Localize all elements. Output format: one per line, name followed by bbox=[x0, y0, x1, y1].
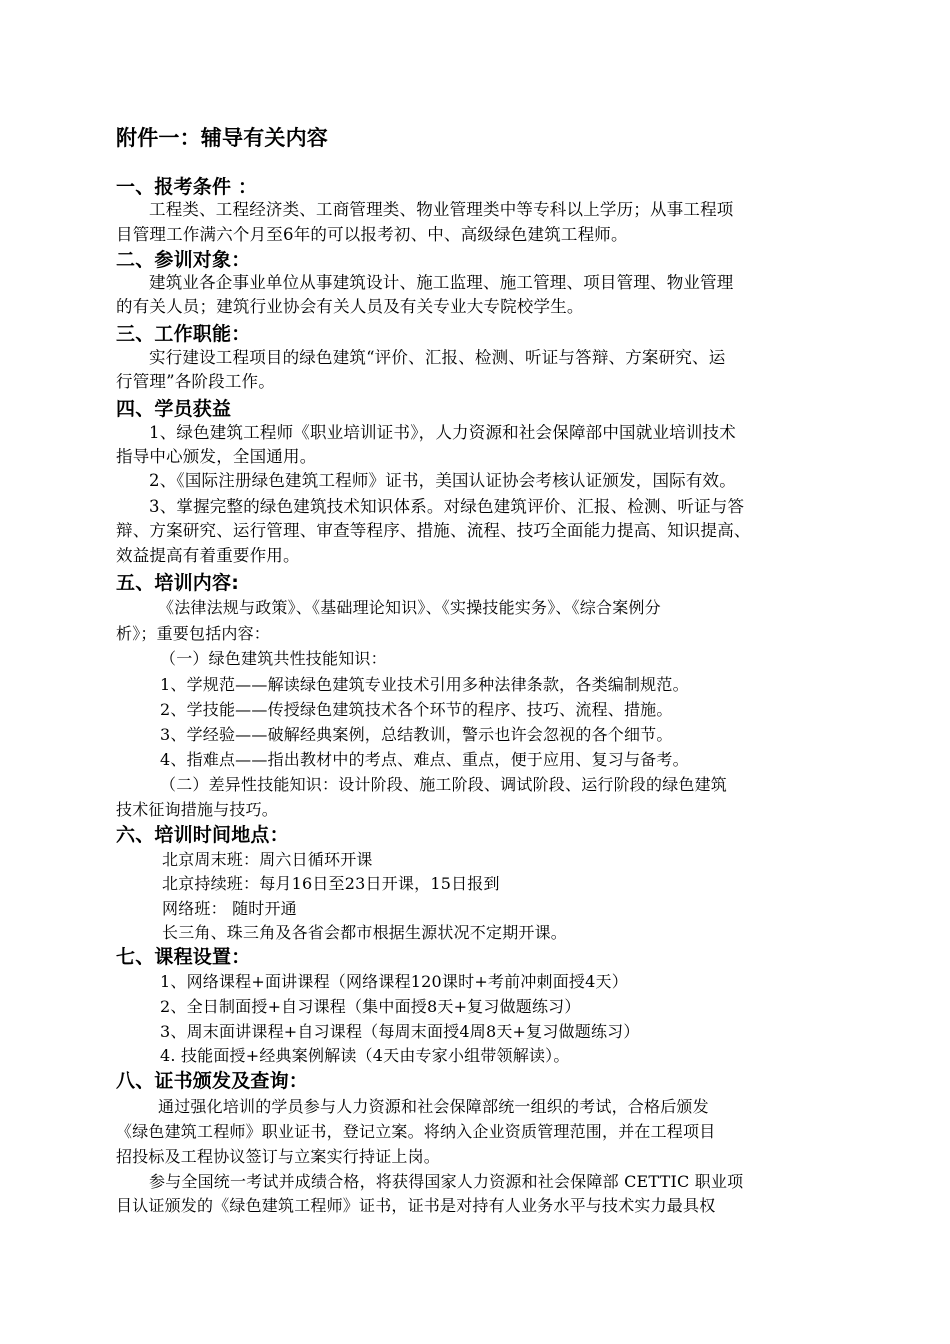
list-item: 网络班： 随时开通 bbox=[162, 899, 297, 918]
paragraph-line: 目认证颁发的《绿色建筑工程师》证书，证书是对持有人业务水平与技术实力最具权 bbox=[116, 1196, 716, 1215]
list-item: 3、周末面讲课程+自习课程（每周末面授4周8天+复习做题练习） bbox=[160, 1022, 640, 1041]
list-item: 北京周末班：周六日循环开课 bbox=[162, 850, 373, 869]
section-heading-eligibility: 一、报考条件 ： bbox=[116, 176, 258, 198]
section-heading-certificate: 八、证书颁发及查询： bbox=[116, 1070, 309, 1092]
list-item: 1、网络课程+面讲课程（网络课程120课时+考前冲刺面授4天） bbox=[160, 972, 628, 991]
list-item: 1、学规范——解读绿色建筑专业技术引用多种法律条款，各类编制规范。 bbox=[160, 675, 689, 694]
paragraph-line: 《法律法规与政策》、《基础理论知识》、《实操技能实务》、《综合案例分 bbox=[158, 598, 661, 617]
section-heading-functions: 三、工作职能： bbox=[116, 323, 251, 345]
paragraph-line: 工程类、工程经济类、工商管理类、物业管理类中等专科以上学历；从事工程项 bbox=[149, 200, 734, 219]
list-item: 4、指难点——指出教材中的考点、难点、重点，便于应用、复习与备考。 bbox=[160, 750, 689, 769]
section-heading-participants: 二、参训对象： bbox=[116, 249, 251, 271]
paragraph-line: 析》；重要包括内容： bbox=[116, 624, 271, 643]
paragraph-line: 的有关人员；建筑行业协会有关人员及有关专业大专院校学生。 bbox=[116, 297, 584, 316]
list-item: 3、掌握完整的绿色建筑技术知识体系。对绿色建筑评价、汇报、检测、听证与答 bbox=[149, 497, 745, 516]
list-item-continuation: 辩、方案研究、运行管理、审查等程序、措施、流程、技巧全面能力提高、知识提高、 bbox=[116, 521, 751, 540]
section-heading-training-content: 五、培训内容: bbox=[116, 572, 239, 594]
paragraph-line: 招投标及工程协议签订与立案实行持证上岗。 bbox=[116, 1147, 441, 1166]
list-item-continuation: 效益提高有着重要作用。 bbox=[116, 546, 300, 565]
paragraph-line: 技术征询措施与技巧。 bbox=[116, 800, 279, 819]
paragraph-line: 建筑业各企事业单位从事建筑设计、施工监理、施工管理、项目管理、物业管理 bbox=[149, 273, 734, 292]
document-title: 附件一：辅导有关内容 bbox=[116, 126, 328, 150]
list-item: 4. 技能面授+经典案例解读（4天由专家小组带领解读）。 bbox=[160, 1046, 570, 1065]
list-item: 长三角、珠三角及各省会都市根据生源状况不定期开课。 bbox=[162, 923, 568, 942]
paragraph-line: 行管理”各阶段工作。 bbox=[116, 372, 275, 391]
section-heading-courses: 七、课程设置： bbox=[116, 946, 251, 968]
list-item: 3、学经验——破解经典案例，总结教训，警示也许会忽视的各个细节。 bbox=[160, 725, 673, 744]
list-item-continuation: 指导中心颁发，全国通用。 bbox=[116, 447, 317, 466]
paragraph-line: 目管理工作满六个月至6年的可以报考初、中、高级绿色建筑工程师。 bbox=[116, 225, 628, 244]
paragraph-line: 参与全国统一考试并成绩合格，将获得国家人力资源和社会保障部 CETTIC 职业项 bbox=[149, 1172, 744, 1191]
list-item: 2、全日制面授+自习课程（集中面授8天+复习做题练习） bbox=[160, 997, 581, 1016]
paragraph-line: 通过强化培训的学员参与人力资源和社会保障部统一组织的考试，合格后颁发 bbox=[158, 1097, 709, 1116]
paragraph-line: 《绿色建筑工程师》职业证书，登记立案。将纳入企业资质管理范围，并在工程项目 bbox=[116, 1122, 716, 1141]
section-heading-benefits: 四、学员获益 bbox=[116, 398, 232, 420]
subheading: （一）绿色建筑共性技能知识： bbox=[160, 649, 387, 668]
list-item: 北京持续班：每月16日至23日开课，15日报到 bbox=[162, 874, 500, 893]
list-item: 2、学技能——传授绿色建筑技术各个环节的程序、技巧、流程、措施。 bbox=[160, 700, 673, 719]
subheading: （二）差异性技能知识：设计阶段、施工阶段、调试阶段、运行阶段的绿色建筑 bbox=[160, 775, 728, 794]
list-item: 2、《国际注册绿色建筑工程师》证书，美国认证协会考核认证颁发，国际有效。 bbox=[149, 471, 736, 490]
section-heading-time-location: 六、培训时间地点： bbox=[116, 824, 289, 846]
paragraph-line: 实行建设工程项目的绿色建筑“评价、汇报、检测、听证与答辩、方案研究、运 bbox=[149, 348, 726, 367]
list-item: 1、绿色建筑工程师《职业培训证书》，人力资源和社会保障部中国就业培训技术 bbox=[149, 423, 736, 442]
